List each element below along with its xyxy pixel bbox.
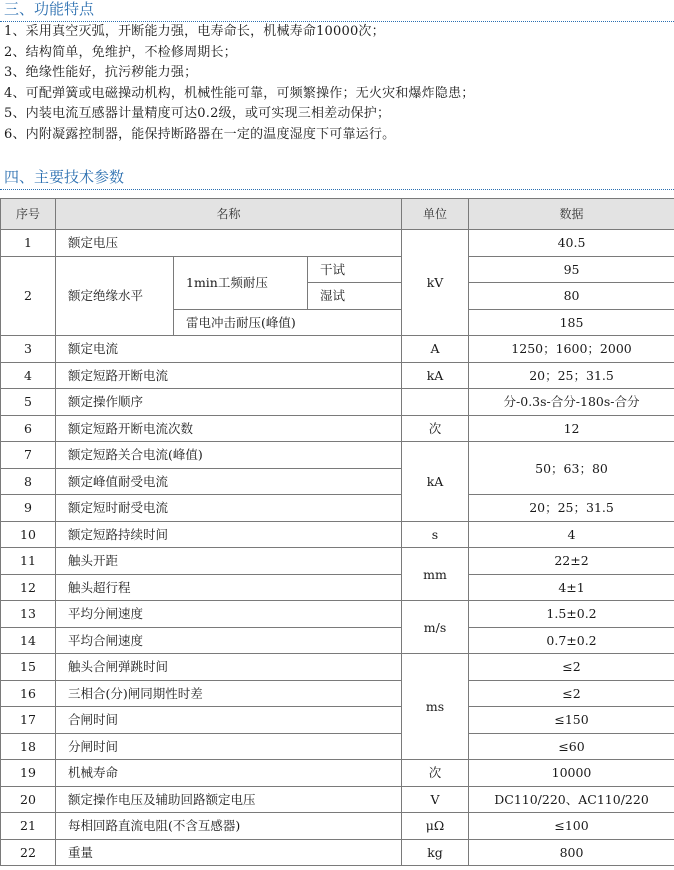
row-subname: 雷电冲击耐压(峰值) (174, 309, 402, 336)
table-row (1, 813, 674, 840)
row-name: 额定短路开断电流 (56, 362, 402, 389)
table-row (1, 230, 674, 257)
row-data: ≤150 (469, 707, 674, 734)
feature-item: 3、绝缘性能好，抗污秽能力强； (4, 65, 198, 81)
row-unit: kA (402, 362, 469, 389)
row-no: 11 (1, 548, 56, 575)
table-row (1, 336, 674, 363)
row-no: 13 (1, 601, 56, 628)
row-data: ≤2 (469, 654, 674, 681)
row-name: 触头开距 (56, 548, 402, 575)
table-row (1, 707, 674, 734)
row-no: 1 (1, 230, 56, 257)
row-name: 额定操作顺序 (56, 389, 402, 416)
row-data: 0.7±0.2 (469, 627, 674, 654)
row-no: 19 (1, 760, 56, 787)
row-no: 2 (1, 256, 56, 336)
row-unit: 次 (402, 415, 469, 442)
row-name: 重量 (56, 839, 402, 866)
row-no: 4 (1, 362, 56, 389)
row-data: ≤2 (469, 680, 674, 707)
row-no: 5 (1, 389, 56, 416)
row-name: 触头超行程 (56, 574, 402, 601)
row-unit: A (402, 336, 469, 363)
row-no: 10 (1, 521, 56, 548)
section-4-divider (0, 189, 674, 190)
row-name: 每相回路直流电阻(不含互感器) (56, 813, 402, 840)
row-name: 触头合闸弹跳时间 (56, 654, 402, 681)
table-row (1, 548, 674, 575)
row-name: 额定操作电压及辅助回路额定电压 (56, 786, 402, 813)
feature-item: 4、可配弹簧或电磁操动机构，机械性能可靠，可频繁操作；无火灾和爆炸隐患； (4, 85, 475, 101)
row-data: 1250；1600；2000 (469, 336, 674, 363)
row-name: 额定电流 (56, 336, 402, 363)
row-subname: 1min工频耐压 (174, 256, 308, 309)
header-unit: 单位 (402, 199, 469, 230)
row-name: 额定短路持续时间 (56, 521, 402, 548)
row-data: 4 (469, 521, 674, 548)
table-row (1, 733, 674, 760)
table-row (1, 362, 674, 389)
row-name: 平均合闸速度 (56, 627, 402, 654)
table-row (1, 839, 674, 866)
row-data: ≤60 (469, 733, 674, 760)
row-no: 22 (1, 839, 56, 866)
feature-item: 6、内附凝露控制器，能保持断路器在一定的温度湿度下可靠运行。 (4, 126, 396, 142)
section-4-title: 四、主要技术参数 (4, 168, 125, 186)
header-no: 序号 (1, 199, 56, 230)
row-unit: 次 (402, 760, 469, 787)
spec-table (0, 198, 674, 866)
row-data: 22±2 (469, 548, 674, 575)
row-no: 9 (1, 495, 56, 522)
feature-item: 5、内装电流互感器计量精度可达0.2级，或可实现三相差动保护； (4, 106, 391, 122)
row-data: 185 (469, 309, 674, 336)
row-no: 7 (1, 442, 56, 469)
row-data: 4±1 (469, 574, 674, 601)
header-name: 名称 (56, 199, 402, 230)
row-data: 分-0.3s-合分-180s-合分 (469, 389, 674, 416)
row-unit: m/s (402, 601, 469, 654)
table-row (1, 627, 674, 654)
row-name: 合闸时间 (56, 707, 402, 734)
row-unit: V (402, 786, 469, 813)
row-unit: kA (402, 442, 469, 522)
row-name: 分闸时间 (56, 733, 402, 760)
table-row (1, 760, 674, 787)
table-row (1, 574, 674, 601)
row-no: 14 (1, 627, 56, 654)
section-3-title: 三、功能特点 (4, 0, 95, 18)
table-row (1, 415, 674, 442)
row-data: ≤100 (469, 813, 674, 840)
row-name: 额定峰值耐受电流 (56, 468, 402, 495)
row-unit: ms (402, 654, 469, 760)
row-unit: mm (402, 548, 469, 601)
row-name: 额定绝缘水平 (56, 256, 174, 336)
row-no: 12 (1, 574, 56, 601)
row-subname: 湿试 (308, 283, 402, 310)
feature-item: 2、结构简单，免维护，不检修周期长； (4, 44, 237, 60)
row-data: 95 (469, 256, 674, 283)
table-header-row (1, 199, 674, 230)
table-row (1, 389, 674, 416)
table-row (1, 654, 674, 681)
row-no: 20 (1, 786, 56, 813)
row-data: 20；25；31.5 (469, 362, 674, 389)
row-no: 3 (1, 336, 56, 363)
section-4-header (0, 168, 674, 192)
row-name: 额定短时耐受电流 (56, 495, 402, 522)
row-name: 平均分闸速度 (56, 601, 402, 628)
row-unit: kV (402, 230, 469, 336)
table-row (1, 786, 674, 813)
row-data: 20；25；31.5 (469, 495, 674, 522)
row-unit: s (402, 521, 469, 548)
table-row (1, 680, 674, 707)
feature-list (4, 22, 664, 146)
row-name: 三相合(分)闸同期性时差 (56, 680, 402, 707)
row-data: 10000 (469, 760, 674, 787)
row-no: 6 (1, 415, 56, 442)
table-row (1, 521, 674, 548)
feature-item: 1、采用真空灭弧，开断能力强，电寿命长，机械寿命10000次； (4, 24, 385, 39)
table-row (1, 495, 674, 522)
header-data: 数据 (469, 199, 674, 230)
table-row (1, 442, 674, 469)
row-no: 21 (1, 813, 56, 840)
row-no: 16 (1, 680, 56, 707)
row-data: DC110/220、AC110/220 (469, 786, 674, 813)
row-data: 50；63；80 (469, 442, 674, 495)
table-row (1, 601, 674, 628)
row-name: 额定电压 (56, 230, 402, 257)
row-no: 17 (1, 707, 56, 734)
row-unit: μΩ (402, 813, 469, 840)
table-row (1, 256, 674, 283)
row-no: 8 (1, 468, 56, 495)
row-name: 额定短路关合电流(峰值) (56, 442, 402, 469)
row-name: 机械寿命 (56, 760, 402, 787)
row-data: 800 (469, 839, 674, 866)
row-name: 额定短路开断电流次数 (56, 415, 402, 442)
row-data: 1.5±0.2 (469, 601, 674, 628)
row-data: 12 (469, 415, 674, 442)
row-no: 18 (1, 733, 56, 760)
row-data: 80 (469, 283, 674, 310)
row-subname: 干试 (308, 256, 402, 283)
row-unit: kg (402, 839, 469, 866)
row-unit (402, 389, 469, 416)
row-data: 40.5 (469, 230, 674, 257)
section-3-header (0, 0, 674, 24)
row-no: 15 (1, 654, 56, 681)
